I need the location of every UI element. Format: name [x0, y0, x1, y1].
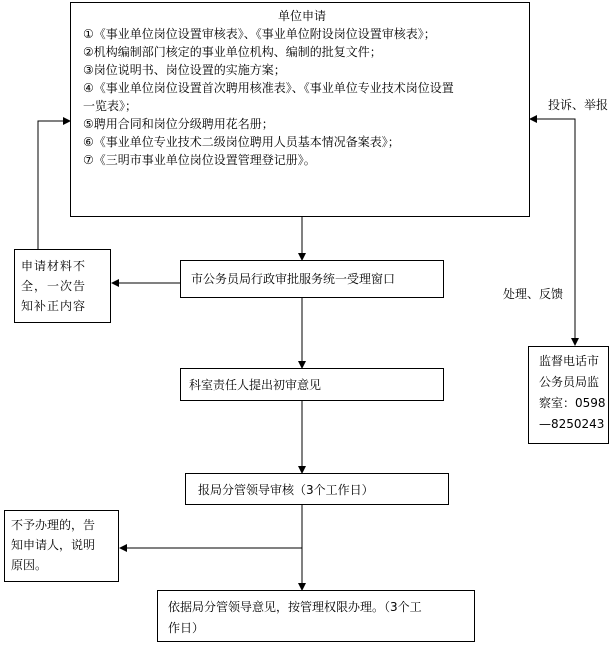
supplement-box: [14, 249, 111, 323]
apply-item: ④《事业单位岗位设置首次聘用核准表》、《事业单位专业技术岗位设置: [83, 81, 454, 95]
review1-box: [180, 368, 444, 401]
feedback-label: 处理、反馈: [503, 287, 564, 301]
window-box: [180, 260, 444, 298]
arrow-supplement-to-apply: [38, 121, 70, 249]
review2-text: 报局分管领导审核（3个工作日）: [198, 483, 374, 497]
apply-item: ⑥《事业单位专业技术二级岗位聘用人员基本情况备案表》；: [83, 135, 400, 149]
apply-box: [70, 2, 530, 217]
complaint-label: 投诉、举报: [548, 98, 609, 112]
monitor-box: [528, 346, 609, 444]
monitor-line: 察室：0598: [539, 396, 606, 410]
reject-box: [4, 510, 119, 582]
apply-item: ⑤聘用合同和岗位分级聘用花名册；: [83, 117, 274, 131]
supplement-line: 知补正内容: [21, 299, 87, 313]
review1-text: 科室责任人提出初审意见: [189, 378, 322, 392]
apply-item: ①《事业单位岗位设置审核表》、《事业单位附设岗位设置审核表》；: [83, 27, 436, 41]
final-line: 依据局分管领导意见，按管理权限办理。（3个工: [168, 600, 422, 614]
final-box: [157, 590, 475, 642]
review2-box: [185, 473, 449, 505]
window-text: 市公务员局行政审批服务统一受理窗口: [191, 272, 396, 286]
reject-line: 知申请人，说明: [11, 538, 96, 552]
apply-item: ⑦《三明市事业单位岗位设置管理登记册》。: [83, 153, 316, 167]
apply-item: ②机构编制部门核定的事业单位机构、编制的批复文件；: [83, 45, 382, 59]
monitor-line: 监督电话市: [539, 354, 600, 368]
reject-line: 原因。: [11, 558, 48, 572]
monitor-line: —8250243: [539, 417, 605, 431]
reject-line: 不予办理的，告: [11, 518, 96, 532]
final-line: 作日）: [168, 621, 205, 635]
arrow-complaint-to-apply: [530, 119, 575, 345]
monitor-line: 公务员局监: [539, 375, 600, 389]
apply-title: 单位申请: [277, 9, 326, 23]
apply-item: ③岗位说明书、岗位设置的实施方案；: [83, 63, 286, 77]
supplement-line: 全，一次告: [21, 279, 87, 293]
apply-item: 一览表》；: [83, 99, 138, 113]
supplement-line: 申请材料不: [21, 259, 87, 273]
